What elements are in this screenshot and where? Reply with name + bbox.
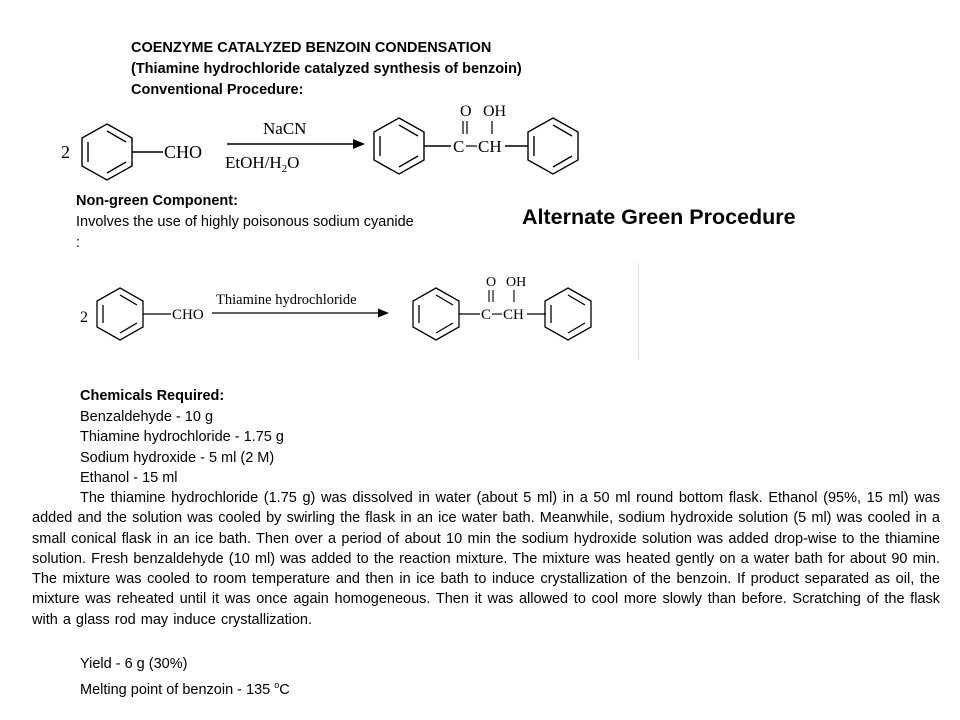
procedure-paragraph: The thiamine hydrochloride (1.75 g) was dissolved in water (about 5 ml) in a 50 ml round bottom flask. Ethanol (95%, 15 ml) was added and the solution was cooled by swirling the flask in an ice water bath. Meanwhile, sodium hydroxide solution (5 ml) was cooled in a small conical flask in an ice bath. Then over a period of about 10 min the sodium hydroxide solution was added drop-wise to the thiamine solution. Fresh benzaldehyde (10 ml) was added to the reaction mixture. The mixture was heated gently on a water bath for about 90 min. The mixture was cooled to room temperature and then in ice bath to induce crystallization of the benzoin. If product separated as oil, the mixture was reheated until it was once again homogeneous. Then it was allowed to cool more slowly than before. Scratching of the flask with a glass rod may induce crystallization. [32, 490, 940, 628]
reactant-cho-label-green: CHO [172, 307, 204, 323]
reactant-cho-label: CHO [164, 142, 203, 162]
chemical-item: Benzaldehyde - 10 g [80, 408, 214, 425]
results-block [80, 654, 290, 700]
product-carbon-c-green: C [481, 307, 492, 323]
product-ch-label: CH [478, 137, 502, 156]
coefficient-label: 2 [61, 142, 70, 162]
benzene-ring-reactant [82, 124, 132, 180]
divider-line [638, 263, 639, 359]
benzene-ring-product-left-green [413, 288, 459, 340]
product-ch-label-green: CH [503, 307, 524, 323]
benzene-ring-product-left [374, 118, 424, 174]
non-green-colon: : [76, 235, 81, 251]
benzene-ring-product-right-green [545, 288, 591, 340]
reagent-solvent: EtOH/$H_2O$ [225, 153, 300, 175]
main-title: COENZYME CATALYZED BENZOIN CONDENSATION [131, 40, 492, 56]
chemical-item: Thiamine hydrochloride - 1.75 g [80, 429, 284, 445]
non-green-text: Involves the use of highly poisonous sodium cyanide [76, 214, 414, 230]
reaction-arrow-head-green [378, 309, 389, 318]
non-green-heading: Non-green Component: [76, 193, 238, 209]
product-carbonyl-o-green: O [486, 275, 497, 290]
product-carbon-c: C [453, 137, 465, 156]
melting-point-text: Melting point of benzoin - 135 $^o$C [80, 679, 290, 698]
reagent-thiamine: Thiamine hydrochloride [216, 292, 357, 308]
product-hydroxyl-oh-green: OH [506, 275, 527, 290]
chemical-item: Ethanol - 15 ml [80, 470, 178, 486]
yield-text: Yield - 6 g (30%) [80, 656, 188, 672]
product-carbonyl-o: O [460, 103, 472, 120]
subtitle: (Thiamine hydrochloride catalyzed synthesis of benzoin) [131, 61, 522, 77]
title-block [131, 38, 522, 101]
conventional-reaction-scheme [55, 98, 615, 190]
chemical-item: Sodium hydroxide - 5 ml (2 M) [80, 449, 275, 466]
reaction-arrow-head [353, 139, 365, 149]
non-green-component [76, 191, 414, 254]
product-hydroxyl-oh: OH [483, 103, 507, 120]
chemicals-heading: Chemicals Required: [80, 388, 225, 404]
green-reaction-scheme [78, 266, 618, 358]
alternate-green-heading: Alternate Green Procedure [522, 205, 796, 229]
chemicals-required [80, 386, 284, 489]
benzene-ring-reactant-green [97, 288, 143, 340]
section-heading-conventional: Conventional Procedure: [131, 82, 304, 98]
coefficient-label-green: 2 [80, 309, 88, 326]
benzene-ring-product-right [528, 118, 578, 174]
reagent-nacn: NaCN [263, 119, 307, 138]
